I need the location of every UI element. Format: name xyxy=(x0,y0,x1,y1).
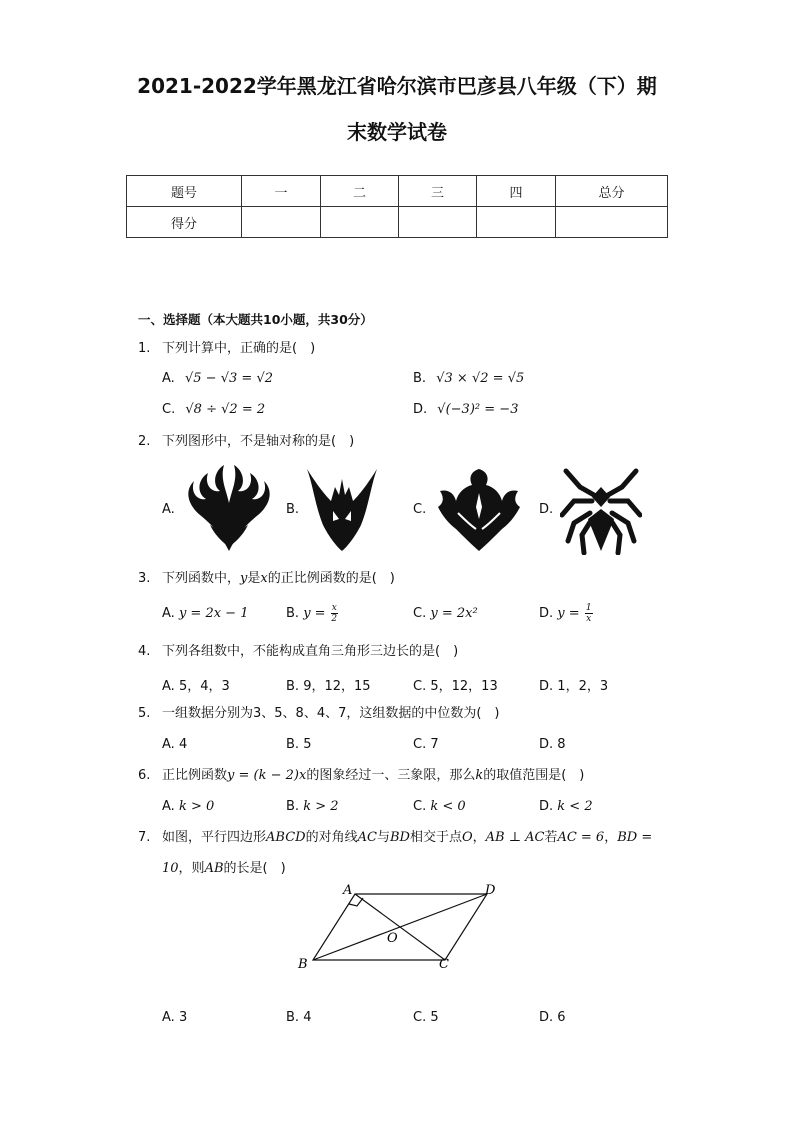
math: x xyxy=(260,571,268,586)
math: O xyxy=(461,830,473,845)
table-header-cell: 题号 xyxy=(127,176,242,207)
option-label: A. xyxy=(162,371,175,386)
text: 下列函数中， xyxy=(162,571,241,586)
table-row-label: 得分 xyxy=(127,207,242,238)
option-a[interactable] xyxy=(162,1010,187,1025)
text: 如图，平行四边形 xyxy=(162,830,267,845)
text: ， xyxy=(604,830,618,845)
option-label: D. xyxy=(539,606,554,621)
math: k > 0 xyxy=(178,799,215,814)
option-text: 4 xyxy=(178,737,188,752)
option-label: A. xyxy=(162,1010,175,1025)
math: k > 2 xyxy=(303,799,339,814)
option-b[interactable] xyxy=(286,799,339,814)
question-number: 5. xyxy=(138,706,151,721)
math: BD xyxy=(389,830,410,845)
text: 的对角线 xyxy=(305,830,358,845)
question-number: 1. xyxy=(138,341,151,356)
option-d[interactable] xyxy=(539,737,566,752)
table-header-cell: 三 xyxy=(399,176,477,207)
table-header-cell: 总分 xyxy=(556,176,668,207)
option-label: B. xyxy=(286,606,300,621)
math: ABCD xyxy=(266,830,306,845)
option-label: B. xyxy=(286,1010,300,1025)
question-text: 下列各组数中，不能构成直角三角形三边长的是( ) xyxy=(162,644,459,659)
question-text xyxy=(162,563,682,594)
option-c[interactable] xyxy=(413,737,439,752)
option-label: A. xyxy=(162,679,175,694)
question-number: 6. xyxy=(138,768,151,783)
option-text: 1，2，3 xyxy=(557,679,609,694)
option-b[interactable] xyxy=(286,502,299,517)
option-c[interactable] xyxy=(413,1010,439,1025)
option-d[interactable] xyxy=(539,502,553,517)
score-cell[interactable] xyxy=(242,207,321,238)
math: √5 xyxy=(507,371,525,386)
question-text: 下列图形中，不是轴对称的是( ) xyxy=(162,434,355,449)
text: ，则 xyxy=(178,861,205,876)
question-number: 7. xyxy=(138,830,151,845)
option-label: B. xyxy=(286,737,300,752)
math: 10 xyxy=(162,861,179,876)
fraction-denominator: 2 xyxy=(331,614,338,624)
question-text xyxy=(162,760,682,791)
math: √2 xyxy=(256,371,273,386)
fraction-denominator: x xyxy=(586,614,592,624)
text: 的长是( ) xyxy=(223,861,286,876)
math: √(−3)² xyxy=(437,402,481,417)
fraction-numerator: 1 xyxy=(585,603,592,613)
option-d[interactable] xyxy=(539,1010,566,1025)
math: − xyxy=(205,371,217,386)
text: 与 xyxy=(376,830,390,845)
text: 若 xyxy=(544,830,558,845)
option-text: 4 xyxy=(303,1010,312,1025)
score-table xyxy=(126,175,668,238)
table-header-cell: 一 xyxy=(242,176,321,207)
option-text: 7 xyxy=(430,737,439,752)
text: 相交于点 xyxy=(409,830,462,845)
diagonal-bd xyxy=(313,894,487,960)
option-a[interactable] xyxy=(162,502,175,517)
option-b[interactable] xyxy=(413,371,524,386)
option-d[interactable] xyxy=(539,675,608,694)
math: y = 2x − 1 xyxy=(178,606,249,621)
option-label: A. xyxy=(162,737,175,752)
spider-icon xyxy=(560,467,642,555)
option-label: C. xyxy=(413,737,427,752)
bat-mask-icon xyxy=(303,465,381,553)
option-d[interactable] xyxy=(413,402,518,417)
option-label: D. xyxy=(539,502,554,517)
option-b[interactable] xyxy=(286,1010,311,1025)
phoenix-emblem-icon xyxy=(432,463,526,555)
text: 正比例函数 xyxy=(162,768,228,783)
option-label: B. xyxy=(413,371,427,386)
option-a[interactable] xyxy=(162,606,248,621)
question-text: 下列计算中，正确的是( ) xyxy=(162,341,316,356)
section-heading: 一、选择题（本大题共10小题，共30分） xyxy=(138,312,373,327)
option-label: C. xyxy=(413,606,427,621)
math: y = xyxy=(557,606,584,621)
math: AC = 6 xyxy=(557,830,605,845)
math: k < 2 xyxy=(557,799,593,814)
tribal-heart-icon xyxy=(180,463,278,555)
option-a[interactable] xyxy=(162,737,187,752)
point-label-a: A xyxy=(343,883,353,898)
math: √2 xyxy=(221,402,238,417)
option-d[interactable] xyxy=(539,799,593,814)
math: y = 2x² xyxy=(430,606,478,621)
option-a[interactable] xyxy=(162,799,214,814)
option-label: B. xyxy=(286,502,300,517)
option-text: 5，12，13 xyxy=(430,679,498,694)
option-text: 5，4，3 xyxy=(178,679,230,694)
math: ÷ xyxy=(206,402,217,417)
option-label: A. xyxy=(162,606,175,621)
text: 的取值范围是( ) xyxy=(483,768,585,783)
option-b[interactable] xyxy=(286,737,311,752)
question-text xyxy=(162,822,682,853)
option-label: B. xyxy=(286,679,300,694)
option-c[interactable] xyxy=(162,402,265,417)
point-label-o: O xyxy=(387,931,398,946)
text: 是 xyxy=(247,571,261,586)
option-text: 6 xyxy=(557,1010,566,1025)
math: AB xyxy=(204,861,224,876)
score-cell[interactable] xyxy=(556,207,668,238)
math: y = xyxy=(303,606,330,621)
math: = xyxy=(241,371,253,386)
point-label-c: C xyxy=(439,957,449,972)
math: BD = xyxy=(617,830,653,845)
math: = xyxy=(492,371,504,386)
math: −3 xyxy=(499,402,519,417)
table-header-cell: 二 xyxy=(321,176,399,207)
math: = xyxy=(484,402,496,417)
option-b[interactable] xyxy=(286,675,371,694)
math: = xyxy=(241,402,253,417)
option-text: 9，12，15 xyxy=(303,679,371,694)
option-text: 3 xyxy=(178,1010,188,1025)
option-label: C. xyxy=(413,502,427,517)
option-a[interactable] xyxy=(162,675,230,694)
math: k < 0 xyxy=(430,799,466,814)
math: √5 xyxy=(184,371,202,386)
option-text: 5 xyxy=(430,1010,439,1025)
math: × xyxy=(456,371,468,386)
question-number: 3. xyxy=(138,571,151,586)
math: √2 xyxy=(471,371,489,386)
option-text: 5 xyxy=(303,737,312,752)
option-c[interactable] xyxy=(413,799,466,814)
option-label: B. xyxy=(286,799,300,814)
score-cell[interactable] xyxy=(477,207,556,238)
math: AB ⊥ AC xyxy=(485,830,545,845)
option-label: C. xyxy=(413,799,427,814)
math: √8 xyxy=(185,402,202,417)
math: y xyxy=(240,571,248,586)
score-cell[interactable] xyxy=(399,207,477,238)
fraction-numerator: x xyxy=(331,603,337,613)
option-label: C. xyxy=(162,402,176,417)
parallelogram-figure xyxy=(295,882,505,972)
text: ， xyxy=(472,830,486,845)
score-cell[interactable] xyxy=(321,207,399,238)
table-row xyxy=(127,176,668,207)
option-label: D. xyxy=(539,799,554,814)
text: 的正比例函数的是( ) xyxy=(267,571,395,586)
question-number: 2. xyxy=(138,434,151,449)
point-label-b: B xyxy=(298,957,308,972)
question-text-line2 xyxy=(162,853,682,884)
option-label: A. xyxy=(162,799,175,814)
option-d[interactable] xyxy=(539,603,594,624)
page-title-line1: 2021-2022学年黑龙江省哈尔滨市巴彦县八年级（下）期 xyxy=(137,74,657,98)
option-label: D. xyxy=(539,1010,554,1025)
question-number: 4. xyxy=(138,644,151,659)
math: 2 xyxy=(256,402,266,417)
option-text: 8 xyxy=(557,737,566,752)
page-title-line2: 末数学试卷 xyxy=(347,120,447,144)
question-text: 一组数据分别为3、5、8、4、7，这组数据的中位数为( ) xyxy=(162,706,500,721)
math: y = (k − 2)x xyxy=(227,768,307,783)
option-label: C. xyxy=(413,679,427,694)
option-label: D. xyxy=(413,402,428,417)
option-b[interactable] xyxy=(286,603,339,624)
option-a[interactable] xyxy=(162,371,273,386)
table-header-cell: 四 xyxy=(477,176,556,207)
option-label: A. xyxy=(162,502,175,517)
math: AC xyxy=(357,830,377,845)
option-label: D. xyxy=(539,679,554,694)
math: √3 xyxy=(436,371,453,386)
point-label-d: D xyxy=(485,883,496,898)
option-c[interactable] xyxy=(413,675,498,694)
option-c[interactable] xyxy=(413,606,478,621)
math: √3 xyxy=(220,371,238,386)
option-label: C. xyxy=(413,1010,427,1025)
option-c[interactable] xyxy=(413,502,426,517)
option-label: D. xyxy=(539,737,554,752)
text: 的图象经过一、三象限，那么 xyxy=(306,768,476,783)
table-row xyxy=(127,207,668,238)
math: k xyxy=(475,768,484,783)
